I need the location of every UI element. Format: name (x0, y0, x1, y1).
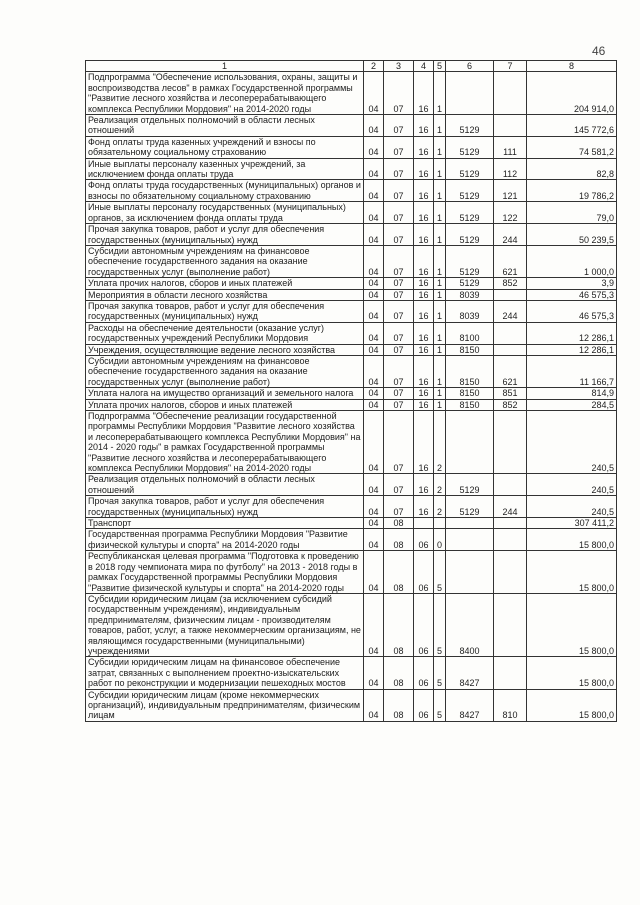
row-section-cell: 04 (364, 180, 384, 202)
row-direction-cell: 8100 (446, 322, 494, 344)
row-subsection-cell: 08 (384, 518, 414, 529)
row-expense-type-cell: 244 (494, 300, 527, 322)
row-direction-cell: 8150 (446, 344, 494, 355)
row-expense-type-cell (494, 657, 527, 689)
row-amount-cell: 46 575,3 (527, 289, 617, 300)
row-subprogram-cell: 5 (434, 657, 446, 689)
row-program-cell (414, 518, 434, 529)
row-direction-cell: 8427 (446, 657, 494, 689)
table-row (86, 551, 617, 594)
row-amount-cell: 204 914,0 (527, 72, 617, 115)
row-program-cell: 16 (414, 72, 434, 115)
row-program-cell: 16 (414, 136, 434, 158)
column-header-expense-type: 7 (494, 61, 527, 72)
row-section-cell: 04 (364, 300, 384, 322)
row-subsection-cell: 08 (384, 657, 414, 689)
row-subsection-cell: 08 (384, 593, 414, 656)
row-amount-cell: 12 286,1 (527, 344, 617, 355)
row-subprogram-cell: 2 (434, 496, 446, 518)
row-direction-cell: 5129 (446, 202, 494, 224)
row-direction-cell: 5129 (446, 136, 494, 158)
row-section-cell: 04 (364, 224, 384, 246)
row-name-cell: Иные выплаты персоналу государственных (муниципальных) органов, за исключением фонда оплаты труда (86, 202, 364, 224)
table-row (86, 344, 617, 355)
budget-table (85, 60, 617, 722)
row-name-cell: Прочая закупка товаров, работ и услуг для обеспечения государственных (муниципальных) нужд (86, 224, 364, 246)
table-row (86, 300, 617, 322)
row-amount-cell: 307 411,2 (527, 518, 617, 529)
row-subprogram-cell: 1 (434, 355, 446, 387)
row-direction-cell: 5129 (446, 245, 494, 277)
table-row (86, 474, 617, 496)
row-expense-type-cell: 852 (494, 399, 527, 410)
row-subsection-cell: 07 (384, 115, 414, 137)
row-expense-type-cell (494, 344, 527, 355)
row-expense-type-cell: 112 (494, 158, 527, 180)
row-subprogram-cell: 1 (434, 388, 446, 399)
row-subprogram-cell: 0 (434, 529, 446, 551)
row-name-cell: Государственная программа Республики Мордовия "Развитие физической культуры и спорта" на 2014-2020 годы (86, 529, 364, 551)
row-name-cell: Учреждения, осуществляющие ведение лесного хозяйства (86, 344, 364, 355)
row-subsection-cell: 07 (384, 344, 414, 355)
row-subprogram-cell: 1 (434, 224, 446, 246)
row-expense-type-cell: 244 (494, 496, 527, 518)
row-amount-cell: 74 581,2 (527, 136, 617, 158)
table-row (86, 399, 617, 410)
row-section-cell: 04 (364, 474, 384, 496)
row-direction-cell: 5129 (446, 224, 494, 246)
row-amount-cell: 145 772,6 (527, 115, 617, 137)
row-amount-cell: 79,0 (527, 202, 617, 224)
row-program-cell: 06 (414, 657, 434, 689)
row-subsection-cell: 07 (384, 399, 414, 410)
row-section-cell: 04 (364, 593, 384, 656)
row-name-cell: Прочая закупка товаров, работ и услуг для обеспечения государственных (муниципальных) нужд (86, 300, 364, 322)
table-row (86, 72, 617, 115)
table-row (86, 224, 617, 246)
row-subprogram-cell: 5 (434, 593, 446, 656)
row-subsection-cell: 07 (384, 224, 414, 246)
row-name-cell: Фонд оплаты труда государственных (муниципальных) органов и взносы по обязательному социальному страхованию (86, 180, 364, 202)
row-direction-cell (446, 72, 494, 115)
row-subsection-cell: 07 (384, 474, 414, 496)
row-direction-cell: 5129 (446, 278, 494, 289)
row-expense-type-cell (494, 322, 527, 344)
row-subprogram-cell: 1 (434, 322, 446, 344)
row-subsection-cell: 07 (384, 411, 414, 474)
row-name-cell: Подпрограмма "Обеспечение использования, охраны, защиты и воспроизводства лесов" в рамках Государственной программы "Развитие лесного хозяйства и лесоперерабатывающего комплекса Республики Мордовия" на 2014-2020 годы (86, 72, 364, 115)
row-name-cell: Уплата налога на имущество организаций и земельного налога (86, 388, 364, 399)
row-expense-type-cell (494, 411, 527, 474)
row-subprogram-cell: 5 (434, 689, 446, 721)
row-program-cell: 16 (414, 474, 434, 496)
row-program-cell: 16 (414, 388, 434, 399)
row-subsection-cell: 08 (384, 551, 414, 594)
row-program-cell: 16 (414, 224, 434, 246)
row-amount-cell: 19 786,2 (527, 180, 617, 202)
row-expense-type-cell: 244 (494, 224, 527, 246)
row-amount-cell: 82,8 (527, 158, 617, 180)
row-amount-cell: 15 800,0 (527, 689, 617, 721)
row-amount-cell: 50 239,5 (527, 224, 617, 246)
row-subprogram-cell: 1 (434, 300, 446, 322)
row-subprogram-cell: 2 (434, 411, 446, 474)
row-name-cell: Иные выплаты персоналу казенных учреждений, за исключением фонда оплаты труда (86, 158, 364, 180)
row-subsection-cell: 07 (384, 322, 414, 344)
row-name-cell: Расходы на обеспечение деятельности (оказание услуг) государственных учреждений Республики Мордовия (86, 322, 364, 344)
row-name-cell: Субсидии автономным учреждениям на финансовое обеспечение государственного задания на оказание государственных услуг (выполнение работ) (86, 245, 364, 277)
row-program-cell: 16 (414, 245, 434, 277)
row-name-cell: Реализация отдельных полномочий в области лесных отношений (86, 474, 364, 496)
row-subsection-cell: 07 (384, 158, 414, 180)
row-subsection-cell: 07 (384, 289, 414, 300)
row-amount-cell: 814,9 (527, 388, 617, 399)
row-direction-cell: 5129 (446, 496, 494, 518)
row-direction-cell: 5129 (446, 158, 494, 180)
row-subsection-cell: 07 (384, 355, 414, 387)
row-section-cell: 04 (364, 496, 384, 518)
row-subprogram-cell: 1 (434, 158, 446, 180)
row-section-cell: 04 (364, 399, 384, 410)
row-expense-type-cell: 121 (494, 180, 527, 202)
row-expense-type-cell: 621 (494, 355, 527, 387)
row-subsection-cell: 07 (384, 388, 414, 399)
row-section-cell: 04 (364, 388, 384, 399)
row-amount-cell: 12 286,1 (527, 322, 617, 344)
row-amount-cell: 15 800,0 (527, 593, 617, 656)
row-program-cell: 16 (414, 300, 434, 322)
row-subsection-cell: 07 (384, 180, 414, 202)
row-amount-cell: 240,5 (527, 496, 617, 518)
row-program-cell: 16 (414, 355, 434, 387)
row-program-cell: 06 (414, 529, 434, 551)
table-row (86, 388, 617, 399)
row-subprogram-cell: 1 (434, 399, 446, 410)
row-amount-cell: 240,5 (527, 411, 617, 474)
table-row (86, 158, 617, 180)
row-direction-cell (446, 411, 494, 474)
row-section-cell: 04 (364, 245, 384, 277)
column-header-direction: 6 (446, 61, 494, 72)
row-direction-cell (446, 551, 494, 594)
row-expense-type-cell: 111 (494, 136, 527, 158)
row-direction-cell: 8150 (446, 388, 494, 399)
column-header-amount: 8 (527, 61, 617, 72)
row-section-cell: 04 (364, 529, 384, 551)
row-section-cell: 04 (364, 344, 384, 355)
row-program-cell: 16 (414, 289, 434, 300)
row-amount-cell: 240,5 (527, 474, 617, 496)
row-section-cell: 04 (364, 518, 384, 529)
row-section-cell: 04 (364, 136, 384, 158)
row-subprogram-cell: 2 (434, 474, 446, 496)
row-program-cell: 06 (414, 551, 434, 594)
row-name-cell: Реализация отдельных полномочий в области лесных отношений (86, 115, 364, 137)
row-expense-type-cell (494, 115, 527, 137)
row-subsection-cell: 08 (384, 529, 414, 551)
row-amount-cell: 284,5 (527, 399, 617, 410)
row-name-cell: Субсидии автономным учреждениям на финансовое обеспечение государственного задания на оказание государственных услуг (выполнение работ) (86, 355, 364, 387)
row-subprogram-cell: 1 (434, 278, 446, 289)
row-program-cell: 16 (414, 115, 434, 137)
row-subsection-cell: 07 (384, 245, 414, 277)
row-direction-cell: 5129 (446, 180, 494, 202)
row-direction-cell: 8039 (446, 289, 494, 300)
row-section-cell: 04 (364, 289, 384, 300)
row-subprogram-cell: 1 (434, 72, 446, 115)
row-subprogram-cell: 1 (434, 344, 446, 355)
row-program-cell: 16 (414, 399, 434, 410)
row-expense-type-cell (494, 518, 527, 529)
row-expense-type-cell (494, 474, 527, 496)
row-expense-type-cell (494, 529, 527, 551)
row-name-cell: Уплата прочих налогов, сборов и иных платежей (86, 399, 364, 410)
row-section-cell: 04 (364, 657, 384, 689)
row-subsection-cell: 07 (384, 72, 414, 115)
row-name-cell: Субсидии юридическим лицам на финансовое обеспечение затрат, связанных с выполнением проектно-изыскательских работ по реконструкции и модернизации пешеходных мостов (86, 657, 364, 689)
row-program-cell: 16 (414, 278, 434, 289)
row-amount-cell: 15 800,0 (527, 551, 617, 594)
row-name-cell: Уплата прочих налогов, сборов и иных платежей (86, 278, 364, 289)
row-name-cell: Мероприятия в области лесного хозяйства (86, 289, 364, 300)
row-name-cell: Фонд оплаты труда казенных учреждений и взносы по обязательному социальному страхованию (86, 136, 364, 158)
row-section-cell: 04 (364, 411, 384, 474)
row-section-cell: 04 (364, 158, 384, 180)
table-row (86, 529, 617, 551)
row-name-cell: Подпрограмма "Обеспечение реализации государственной программы Республики Мордовия "Развитие лесного хозяйства и лесоперерабатывающего комплекса Республики Мордовия" на 2014 - 2020 годы" в рамках Государственной программы "Развитие лесного хозяйства и лесоперерабатывающего комплекса Республики Мордовия" на 2014-2020 годы (86, 411, 364, 474)
table-row (86, 202, 617, 224)
row-amount-cell: 11 166,7 (527, 355, 617, 387)
column-header-program: 4 (414, 61, 434, 72)
row-expense-type-cell: 852 (494, 278, 527, 289)
table-row (86, 278, 617, 289)
row-program-cell: 16 (414, 411, 434, 474)
row-name-cell: Прочая закупка товаров, работ и услуг для обеспечения государственных (муниципальных) нужд (86, 496, 364, 518)
row-subsection-cell: 07 (384, 300, 414, 322)
row-section-cell: 04 (364, 355, 384, 387)
row-section-cell: 04 (364, 689, 384, 721)
row-program-cell: 16 (414, 180, 434, 202)
column-header-subsection: 3 (384, 61, 414, 72)
row-expense-type-cell (494, 289, 527, 300)
row-subprogram-cell: 1 (434, 202, 446, 224)
row-subsection-cell: 07 (384, 278, 414, 289)
row-program-cell: 16 (414, 496, 434, 518)
table-row (86, 115, 617, 137)
row-subprogram-cell: 1 (434, 115, 446, 137)
row-subsection-cell: 07 (384, 202, 414, 224)
row-program-cell: 16 (414, 322, 434, 344)
row-subprogram-cell: 1 (434, 289, 446, 300)
table-row (86, 689, 617, 721)
row-expense-type-cell (494, 551, 527, 594)
row-direction-cell: 8400 (446, 593, 494, 656)
row-expense-type-cell (494, 593, 527, 656)
row-name-cell: Субсидии юридическим лицам (кроме некоммерческих организаций), индивидуальным предпринимателям, физическим лицам (86, 689, 364, 721)
page-number: 46 (592, 44, 606, 58)
table-row (86, 593, 617, 656)
row-subprogram-cell: 1 (434, 245, 446, 277)
row-amount-cell: 1 000,0 (527, 245, 617, 277)
row-expense-type-cell: 851 (494, 388, 527, 399)
row-subprogram-cell: 1 (434, 136, 446, 158)
table-row (86, 496, 617, 518)
row-subsection-cell: 07 (384, 136, 414, 158)
row-section-cell: 04 (364, 278, 384, 289)
row-name-cell: Субсидии юридическим лицам (за исключением субсидий государственным учреждениям), индивидуальным предпринимателям, физическим лицам - производителям товаров, работ, услуг, а также некоммерческим организациям, не являющимся государственными (муниципальными) учреждениями (86, 593, 364, 656)
row-amount-cell: 3,9 (527, 278, 617, 289)
row-direction-cell: 5129 (446, 115, 494, 137)
row-name-cell: Транспорт (86, 518, 364, 529)
table-row (86, 180, 617, 202)
row-expense-type-cell: 621 (494, 245, 527, 277)
table-row (86, 657, 617, 689)
table-row (86, 289, 617, 300)
row-section-cell: 04 (364, 322, 384, 344)
table-row (86, 518, 617, 529)
row-section-cell: 04 (364, 115, 384, 137)
row-subprogram-cell: 1 (434, 180, 446, 202)
row-expense-type-cell: 122 (494, 202, 527, 224)
row-program-cell: 16 (414, 202, 434, 224)
row-program-cell: 06 (414, 593, 434, 656)
row-subsection-cell: 08 (384, 689, 414, 721)
row-amount-cell: 46 575,3 (527, 300, 617, 322)
row-program-cell: 16 (414, 344, 434, 355)
row-direction-cell (446, 518, 494, 529)
column-header-name: 1 (86, 61, 364, 72)
row-program-cell: 16 (414, 158, 434, 180)
column-header-section: 2 (364, 61, 384, 72)
row-program-cell: 06 (414, 689, 434, 721)
row-direction-cell: 8039 (446, 300, 494, 322)
table-row (86, 136, 617, 158)
table-row (86, 411, 617, 474)
row-amount-cell: 15 800,0 (527, 657, 617, 689)
row-amount-cell: 15 800,0 (527, 529, 617, 551)
row-subprogram-cell: 5 (434, 551, 446, 594)
row-section-cell: 04 (364, 202, 384, 224)
table-row (86, 245, 617, 277)
table-row (86, 322, 617, 344)
row-direction-cell: 8150 (446, 399, 494, 410)
row-expense-type-cell (494, 72, 527, 115)
table-row (86, 355, 617, 387)
row-expense-type-cell: 810 (494, 689, 527, 721)
row-direction-cell (446, 529, 494, 551)
table-header-row (86, 61, 617, 72)
row-subprogram-cell (434, 518, 446, 529)
row-name-cell: Республиканская целевая программа "Подготовка к проведению в 2018 году чемпионата мира по футболу" на 2013 - 2018 годы в рамках Государственной программы Республики Мордовия "Развитие физической культуры и спорта" на 2014-2020 годы (86, 551, 364, 594)
column-header-subprogram: 5 (434, 61, 446, 72)
row-subsection-cell: 07 (384, 496, 414, 518)
row-direction-cell: 8150 (446, 355, 494, 387)
row-section-cell: 04 (364, 551, 384, 594)
row-direction-cell: 8427 (446, 689, 494, 721)
row-direction-cell: 5129 (446, 474, 494, 496)
row-section-cell: 04 (364, 72, 384, 115)
